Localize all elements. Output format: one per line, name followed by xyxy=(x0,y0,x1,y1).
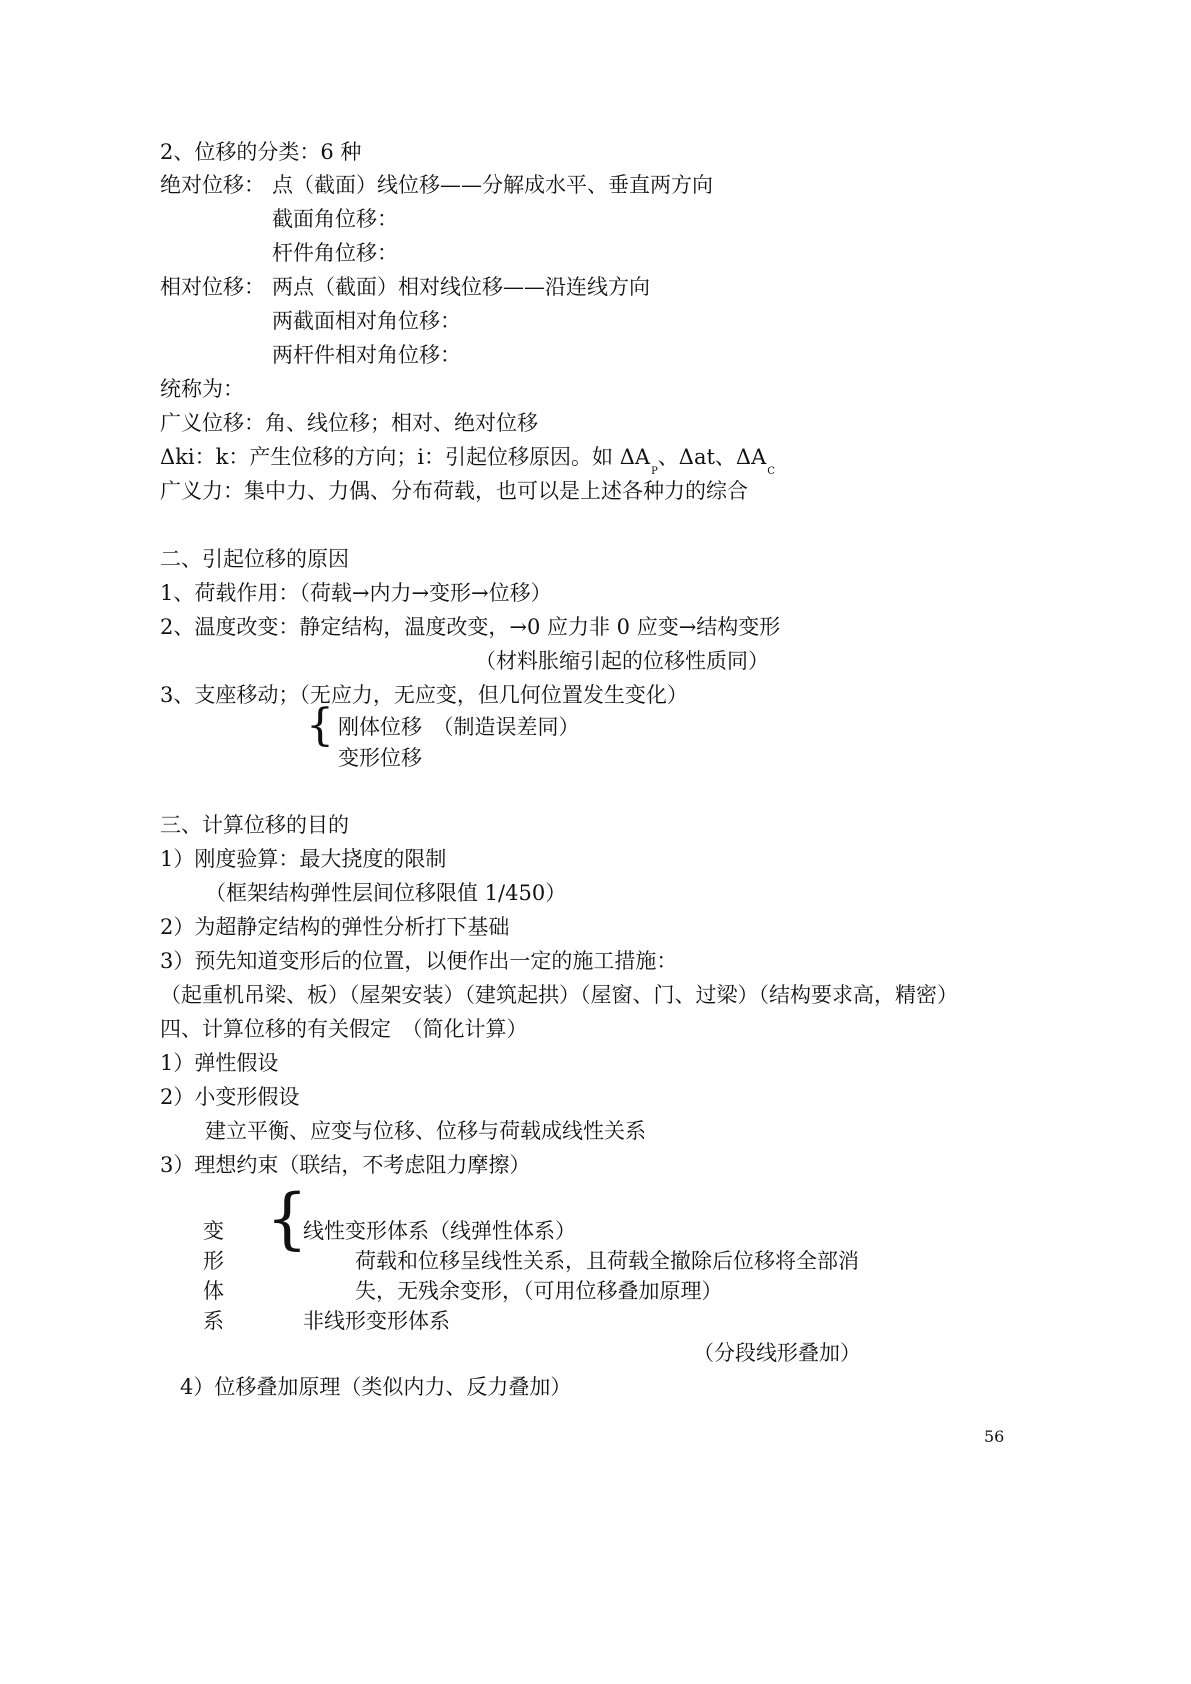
purpose-title: 三、计算位移的目的 xyxy=(160,813,349,837)
relative-displacement-item: 两点（截面）相对线位移——沿连线方向 xyxy=(272,275,650,299)
curly-brace-icon: { xyxy=(306,700,334,751)
absolute-displacement-item: 杆件角位移： xyxy=(272,241,398,265)
relative-displacement-item: 两截面相对角位移： xyxy=(272,309,461,333)
vertical-label-char: 系 xyxy=(203,1309,224,1333)
cause-item-temperature-note: （材料胀缩引起的位移性质同） xyxy=(475,649,769,673)
subscript-c: C xyxy=(767,466,775,477)
purpose-item: 1）刚度验算：最大挠度的限制 xyxy=(160,847,447,871)
linear-system-desc: 失，无残余变形，（可用位移叠加原理） xyxy=(355,1279,723,1303)
relative-displacement-label: 相对位移： xyxy=(160,275,265,299)
cause-item-temperature: 2、温度改变：静定结构，温度改变，→0 应力非 0 应变→结构变形 xyxy=(160,615,781,639)
classification-title: 2、位移的分类：6 种 xyxy=(160,140,362,164)
purpose-item: 2）为超静定结构的弹性分析打下基础 xyxy=(160,915,510,939)
delta-notation-mid: 、Δat、ΔA xyxy=(657,445,767,469)
cause-support-sub: 刚体位移 （制造误差同） xyxy=(338,715,580,739)
purpose-examples: （起重机吊梁、板）（屋架安装）（建筑起拱）（屋窗、门、过梁）（结构要求高，精密） xyxy=(160,983,958,1007)
assumption-item: 3）理想约束（联结，不考虑阻力摩擦） xyxy=(160,1153,531,1177)
assumption-item: 4）位移叠加原理（类似内力、反力叠加） xyxy=(180,1375,572,1399)
assumption-item: 1）弹性假设 xyxy=(160,1051,279,1075)
relative-displacement-item: 两杆件相对角位移： xyxy=(272,343,461,367)
absolute-displacement-item: 截面角位移： xyxy=(272,207,398,231)
subscript-p: P xyxy=(651,466,658,477)
nonlinear-system-note: （分段线形叠加） xyxy=(693,1341,861,1365)
purpose-item-note: （框架结构弹性层间位移限值 1/450） xyxy=(205,881,567,905)
assumption-item-note: 建立平衡、应变与位移、位移与荷载成线性关系 xyxy=(205,1119,646,1143)
delta-notation-text: Δki：k：产生位移的方向；i：引起位移原因。如 ΔA xyxy=(160,445,651,469)
assumption-item: 2）小变形假设 xyxy=(160,1085,300,1109)
vertical-label-char: 体 xyxy=(203,1279,224,1303)
curly-brace-icon: { xyxy=(266,1180,308,1257)
page-number: 56 xyxy=(984,1427,1005,1446)
generalized-displacement: 广义位移：角、线位移；相对、绝对位移 xyxy=(160,411,538,435)
delta-notation-line xyxy=(160,442,775,477)
vertical-label-char: 变 xyxy=(203,1219,224,1243)
generalized-force: 广义力：集中力、力偶、分布荷载，也可以是上述各种力的综合 xyxy=(160,479,748,503)
collective-term: 统称为： xyxy=(160,377,244,401)
purpose-item: 3）预先知道变形后的位置，以便作出一定的施工措施： xyxy=(160,949,678,973)
cause-item-load: 1、荷载作用：（荷载→内力→变形→位移） xyxy=(160,581,552,605)
nonlinear-system: 非线形变形体系 xyxy=(303,1309,450,1333)
absolute-displacement-label: 绝对位移： xyxy=(160,173,265,197)
cause-support-sub: 变形位移 xyxy=(338,746,422,770)
vertical-label-char: 形 xyxy=(203,1249,224,1273)
assumptions-title: 四、计算位移的有关假定 （简化计算） xyxy=(160,1017,528,1041)
linear-system: 线性变形体系（线弹性体系） xyxy=(303,1219,576,1243)
linear-system-desc: 荷载和位移呈线性关系，且荷载全撤除后位移将全部消 xyxy=(355,1249,859,1273)
absolute-displacement-item: 点（截面）线位移——分解成水平、垂直两方向 xyxy=(272,173,713,197)
cause-item-support: 3、支座移动；（无应力，无应变，但几何位置发生变化） xyxy=(160,683,688,707)
causes-title: 二、引起位移的原因 xyxy=(160,547,349,571)
